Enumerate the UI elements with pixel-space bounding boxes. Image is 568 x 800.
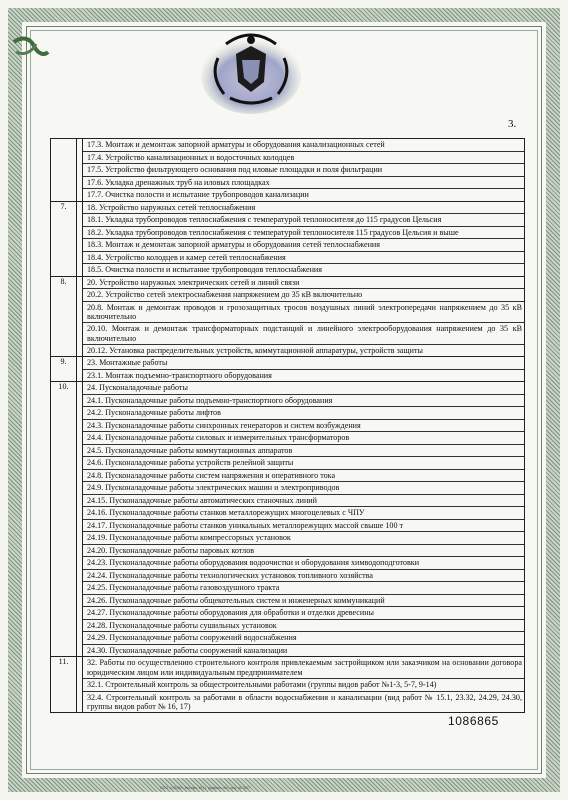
work-type-item: 18.5. Очистка полости и испытание трубопроводов теплоснабжения (87, 265, 322, 274)
work-type-item: 24.9. Пусконаладочные работы электрических машин и электроприводов (83, 482, 524, 495)
work-type-item: 24.29. Пусконаладочные работы сооружений водоснабжения (83, 632, 524, 645)
work-type-item: 24.3. Пусконаладочные работы синхронных генераторов и систем возбуждения (83, 420, 524, 433)
row-number: 9. (51, 357, 77, 382)
printer-footer: ООО «ОПАК», Москва, 2011, уровень «Б», лиц. № 0577 (160, 786, 251, 790)
work-type-item: 24.23. Пусконаладочные работы оборудования водоочистки и оборудования химводоподготовки (83, 557, 524, 570)
work-type-item: 24.15. Пусконаладочные работы автоматических станочных линий (83, 495, 524, 508)
work-type-item: 20. Устройство наружных электрических сетей и линий связи (83, 277, 524, 290)
work-type-item: 20.12. Установка распределительных устройств, коммутационной аппаратуры, устройств защиты (87, 345, 423, 355)
work-type-item: 17.7. Очистка полости и испытание трубопроводов канализации (87, 190, 309, 199)
work-type-item: 32.1. Строительный контроль за общестроительными работами (группы видов работ №1-3, 5-7, 9-14) (83, 679, 524, 692)
work-type-item: 24.24. Пусконаладочные работы технологических установок топливного хозяйства (83, 570, 524, 583)
work-type-item: 24.27. Пусконаладочные работы оборудования для обработки и отделки древесины (83, 607, 524, 620)
work-type-item: 24.30. Пусконаладочные работы сооружений канализации (87, 645, 288, 655)
work-type-item: 24.8. Пусконаладочные работы систем напряжения и оперативного тока (83, 470, 524, 483)
table-row (51, 139, 525, 202)
work-type-item: 32.4. Строительный контроль за работами в области водоснабжения и канализации (вид работ № 15.1, 23.32, 24.29, 24.30, группы видов работ № 16, 17) (87, 692, 522, 712)
work-type-item: 20.2. Устройство сетей электроснабжения напряжением до 35 кВ включительно (83, 289, 524, 302)
coat-of-arms-emblem-icon (196, 24, 306, 116)
work-type-item: 18. Устройство наружных сетей теплоснабжения (83, 202, 524, 215)
work-type-item: 24.16. Пусконаладочные работы станков металлорежущих многоцелевых с ЧПУ (83, 507, 524, 520)
work-type-item: 24. Пусконаладочные работы (83, 382, 524, 395)
work-type-item: 24.25. Пусконаладочные работы газовоздушного тракта (83, 582, 524, 595)
work-type-item: 24.4. Пусконаладочные работы силовых и измерительных трансформаторов (83, 432, 524, 445)
work-type-item: 24.20. Пусконаладочные работы паровых котлов (83, 545, 524, 558)
binding-ribbon-icon (12, 34, 50, 60)
work-type-item: 24.6. Пусконаладочные работы устройств релейной защиты (83, 457, 524, 470)
work-type-item: 24.26. Пусконаладочные работы общекотельных систем и инженерных коммуникаций (83, 595, 524, 608)
work-type-item: 24.5. Пусконаладочные работы коммутационных аппаратов (83, 445, 524, 458)
work-types-table (50, 138, 525, 713)
work-type-item: 24.17. Пусконаладочные работы станков уникальных металлорежущих массой свыше 100 т (83, 520, 524, 533)
work-type-item: 17.6. Укладка дренажных труб на иловых площадках (83, 177, 524, 190)
row-number: 7. (51, 201, 77, 276)
row-number: 11. (51, 657, 77, 713)
work-type-item: 23.1. Монтаж подъемно-транспортного оборудования (87, 370, 272, 380)
work-type-list (83, 139, 525, 202)
work-type-item: 20.10. Монтаж и демонтаж трансформаторных подстанций и линейного электрооборудования напряжением до 35 кВ включительно (83, 323, 524, 345)
table-row (51, 276, 525, 357)
work-type-item: 32. Работы по осуществлению строительного контроля привлекаемым застройщиком или заказчиком на основании договора юридическим лицом или индивидуальным предпринимателем (83, 657, 524, 679)
work-type-list (83, 382, 525, 657)
work-type-list (83, 276, 525, 357)
work-type-item: 23. Монтажные работы (83, 357, 524, 370)
work-type-item: 17.3. Монтаж и демонтаж запорной арматуры и оборудования канализационных сетей (83, 139, 524, 152)
table-row (51, 657, 525, 713)
row-number: 8. (51, 276, 77, 357)
work-type-item: 17.5. Устройство фильтрующего основания под иловые площадки и поля фильтрации (83, 164, 524, 177)
table-row (51, 382, 525, 657)
work-type-item: 18.3. Монтаж и демонтаж запорной арматуры и оборудования сетей теплоснабжения (83, 239, 524, 252)
page-number: 3. (508, 118, 517, 130)
work-type-list (83, 357, 525, 382)
table-row (51, 357, 525, 382)
work-type-item: 18.1. Укладка трубопроводов теплоснабжения с температурой теплоносителя до 115 градусов Цельсия (83, 214, 524, 227)
serial-number: 1086865 (448, 714, 499, 728)
row-number (51, 139, 77, 202)
work-type-item: 24.19. Пусконаладочные работы компрессорных установок (83, 532, 524, 545)
work-type-item: 24.28. Пусконаладочные работы сушильных установок (83, 620, 524, 633)
work-type-item: 20.8. Монтаж и демонтаж проводов и грозозащитных тросов воздушных линий электропередачи напряжением до 35 кВ включительно (83, 302, 524, 324)
table-row (51, 201, 525, 276)
row-number: 10. (51, 382, 77, 657)
work-type-item: 18.2. Укладка трубопроводов теплоснабжения с температурой теплоносителя 115 градусов Цельсия и выше (83, 227, 524, 240)
work-type-list (83, 657, 525, 713)
work-type-item: 17.4. Устройство канализационных и водосточных колодцев (83, 152, 524, 165)
work-type-item: 24.2. Пусконаладочные работы лифтов (83, 407, 524, 420)
work-type-list (83, 201, 525, 276)
work-type-item: 18.4. Устройство колодцев и камер сетей теплоснабжения (83, 252, 524, 265)
work-type-item: 24.1. Пусконаладочные работы подъемно-транспортного оборудования (83, 395, 524, 408)
